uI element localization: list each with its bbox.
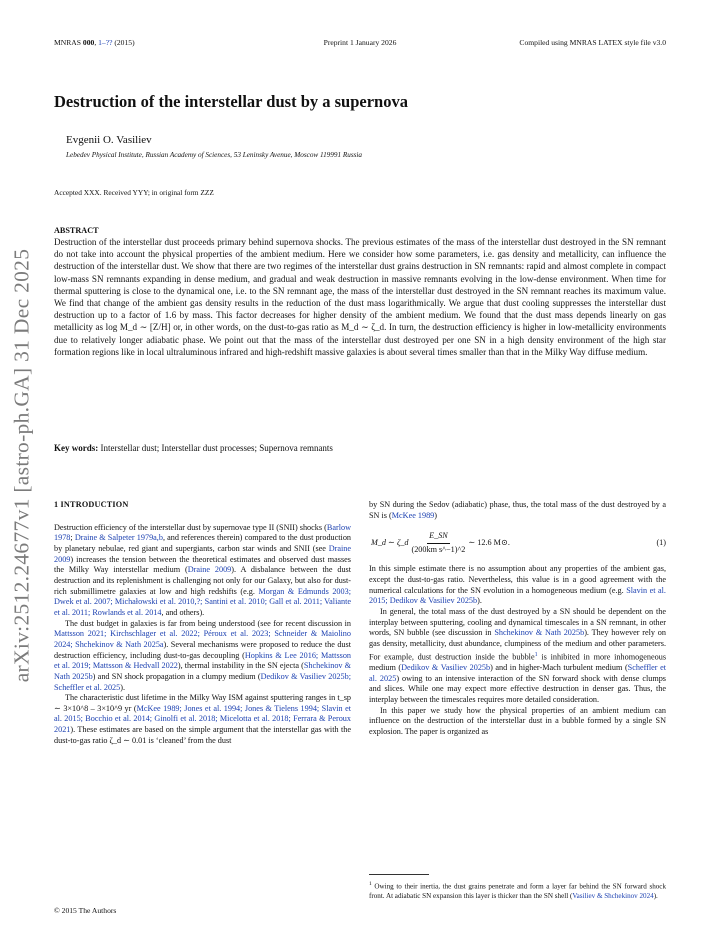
- citation-link[interactable]: Draine & Salpeter 1979a,b: [74, 533, 163, 543]
- keywords: [54, 443, 666, 453]
- citation-link[interactable]: Slavin et al. 2015; Dedikov & Vasiliev 2025b: [369, 585, 666, 606]
- citation-link[interactable]: Morgan & Edmunds 2003; Dwek et al. 2007; Michałowski et al. 2010,?; Santini et al. 2010; Gall et al. 2011; Valiante et al. 2011; Rowlands et al. 2014: [54, 586, 351, 617]
- citation-link[interactable]: Hopkins & Lee 2016; Mattsson et al. 2019; Mattsson & Hedvall 2022: [54, 650, 352, 671]
- equation-lhs: M_d ∼ ζ_d: [371, 537, 409, 547]
- abstract-text: Destruction of the interstellar dust proceeds primary behind supernova shocks. The previous estimates of the mass of the interstellar dust destroyed in the SN remnant do not take into account the physical properties of the ambient medium. Here we consider how some parameters, i.e. gas density and metallicity, can influence the destruction of the interstellar dust. We show that there are two regimes of the interstellar dust grains destruction in SN remnants: rapid and almost complete in compact low-mass SN remnants expanding in dense medium, and gradual and weak destruction in massive remnants evolving in the low-dense environment. When time for thermal sputtering is close to the dynamical one, i.e. to the SN remnant age, the mass of the interstellar dust destroyed in the SN remnant reaches its maximum value. We find that change of the ambient gas density results in the reduction of the dust mass logarithmically. We argue that dust cooling suppresses the interstellar dust destruction up to a factor of 1.6 by mass. This factor decreases for higher density of the ambient medium. We found that the dust mass depends linearly on gas metallicity as log M_d ∼ [Z/H] or, in other words, on the dust-to-gas ratio as M_d ∼ ζ_d. In turn, the destruction efficiency is higher in low-metallicity environments due to relatively longer adiabatic phase. We point out that the mass of the interstellar dust destroyed per one SN in a high density environment of the high star formation regions like in local ultraluminous infrared and high-redshift massive galaxies is about several times smaller than that in the Milky Way diffuse medium.: [54, 237, 666, 357]
- citation-link[interactable]: Barlow 1978: [54, 522, 351, 543]
- citation-link[interactable]: Draine 2009: [54, 543, 351, 564]
- left-column: [54, 500, 351, 746]
- equation-denominator: (200km s^−1)^2: [411, 544, 466, 554]
- paragraph: The dust budget in galaxies is far from being understood (see for recent discussion in Mattsson 2021; Kirchschlager et al. 2022; Péroux et al. 2023; Schneider & Maiolino 2024; Shchekinov & Nath 2025a). Several mechanisms were proposed to reduce the dust destruction efficiency, including dust-to-gas decoupling (Hopkins & Lee 2016; Mattsson et al. 2019; Mattsson & Hedvall 2022), thermal instability in the SN ejecta (Shchekinov & Nath 2025b) and SN shock propagation in a clumpy medium (Dedikov & Vasiliev 2025b; Scheffler et al. 2025).: [54, 618, 352, 692]
- paragraph: The characteristic dust lifetime in the Milky Way ISM against sputtering ranges in t_sp ∼ 3×10^8 – 3×10^9 yr (McKee 1989; Jones et al. 1994; Jones & Tielens 1994; Slavin et al. 2015; Bocchio et al. 2014; Ginolfi et al. 2018; Micelotta et al. 2018; Ferrara & Peroux 2021). These estimates are based on the simple argument that the interstellar gas with the dust-to-gas ratio ζ_d ∼ 0.01 is ‘cleaned’ from the dust: [54, 693, 351, 745]
- equation-rhs: ∼ 12.6 M⊙.: [468, 537, 510, 547]
- citation-link[interactable]: McKee 1989; Jones et al. 1994; Jones & Tielens 1994; Slavin et al. 2015; Bocchio et al. 2014; Ginolfi et al. 2018; Micelotta et al. 2018; Ferrara & Peroux 2021: [54, 703, 351, 735]
- keywords-text: Interstellar dust; Interstellar dust processes; Supernova remnants: [100, 443, 333, 453]
- arxiv-stamp: arXiv:2512.24677v1 [astro-ph.GA] 31 Dec 2025: [9, 248, 34, 682]
- paper-title: Destruction of the interstellar dust by a supernova: [54, 92, 408, 111]
- paragraph: In this simple estimate there is no assumption about any properties of the ambient gas, except the dust-to-gas ratio. Nevertheless, this value is in a good agreement with the numerical calculations for the SN evolution in a homogeneous medium (e.g. Slavin et al. 2015; Dedikov & Vasiliev 2025b).: [369, 564, 666, 606]
- right-column: [369, 500, 666, 738]
- footnote-marker[interactable]: 1: [534, 651, 538, 658]
- author-affiliation: Lebedev Physical Institute, Russian Academy of Sciences, 53 Leninsky Avenue, Moscow 119991 Russia: [66, 151, 363, 159]
- paragraph: Destruction efficiency of the interstellar dust by supernovae type II (SNII) shocks (Barlow 1978; Draine & Salpeter 1979a,b, and references therein) compared to the dust production by planetary nebulae, red giant and supergiants, carbon star winds and SNII (see Draine 2009) increases the tension between the theoretical estimates and observed dust masses the Milky Way interstellar medium (Draine 2009). A disbalance between the dust destruction and its replenishment is challenging not only for our Galaxy, but also for dust-rich submillimetre galaxies at low and high redshifts (e.g. Morgan & Edmunds 2003; Dwek et al. 2007; Michałowski et al. 2010,?; Santini et al. 2010; Gall et al. 2011; Valiante et al. 2011; Rowlands et al. 2014, and others).: [54, 522, 352, 617]
- compiled-note: Compiled using MNRAS LATEX style file v3.0: [519, 38, 666, 47]
- paragraph: In this paper we study how the physical properties of an ambient medium can influence on the destruction of the interstellar dust in a bubble formed by a single SN explosion. The paper is organized as: [369, 705, 666, 736]
- abstract-heading: ABSTRACT: [54, 226, 99, 235]
- received-accepted: Accepted XXX. Received YYY; in original form ZZZ: [54, 188, 214, 197]
- pages-link[interactable]: 1–??: [98, 38, 113, 47]
- citation-link[interactable]: Shchekinov & Nath 2025b: [54, 661, 351, 681]
- keywords-label: Key words:: [54, 443, 99, 453]
- equation-1: [369, 530, 666, 556]
- equation-fraction: [411, 531, 465, 555]
- citation-link[interactable]: Vasiliev & Shchekinov 2024: [572, 891, 654, 900]
- paragraph: by SN during the Sedov (adiabatic) phase, thus, the total mass of the dust destroyed by a SN is (McKee 1989): [369, 500, 666, 520]
- footnote-rule: [369, 874, 429, 875]
- citation-link[interactable]: Draine 2009: [187, 565, 232, 575]
- abstract: [54, 225, 666, 358]
- author-name: Evgenii O. Vasiliev: [66, 134, 152, 146]
- citation-link[interactable]: Dedikov & Vasiliev 2025b: [401, 662, 491, 672]
- section-heading-introduction: 1 INTRODUCTION: [54, 500, 129, 509]
- citation-link[interactable]: McKee 1989: [391, 510, 435, 520]
- footnote-number: 1: [369, 881, 372, 887]
- citation-link[interactable]: Shchekinov & Nath 2025b: [494, 628, 585, 638]
- citation-link[interactable]: Mattsson 2021; Kirchschlager et al. 2022; Péroux et al. 2023; Schneider & Maiolino 2024; Shchekinov & Nath 2025a: [54, 629, 351, 649]
- footnote: $^1$ Owing to their inertia, the dust grains penetrate and form a layer far behind the SN forward shock front. At adiabatic SN expansion this layer is thicker than the SN shell (Vasiliev & Shchekinov 2024).: [369, 881, 666, 900]
- paragraph: In general, the total mass of the dust destroyed by a SN should be dependent on the interplay between sputtering, cooling and dynamical timescales in a SN remnant, in other words, SN bubble (see discussion in Shchekinov & Nath 2025b). They however rely on gas density, metallicity, dust abundance, clumpiness of the medium and other parameters. For example, dust destruction inside the bubble$^1$ is inhibited in more inhomogeneous medium (Dedikov & Vasiliev 2025b) and in higher-Mach turbulent medium (Scheffler et al. 2025) owing to an intensive interaction of the SN forward shock with dense clumps and slices. While one may expect more effective destruction in denser gas. Thus, the interplay between the timescales requires more detailed consideration.: [369, 606, 667, 704]
- equation-number: (1): [656, 537, 666, 547]
- equation-numerator: E_SN: [427, 531, 450, 544]
- journal-citation: MNRAS 000, 1–?? (2015): [54, 38, 135, 47]
- citation-link[interactable]: Scheffler et al. 2025: [369, 662, 667, 683]
- copyright-footer: © 2015 The Authors: [54, 906, 117, 915]
- citation-link[interactable]: Dedikov & Vasiliev 2025b; Scheffler et al. 2025: [54, 671, 351, 692]
- preprint-date: Preprint 1 January 2026: [323, 38, 397, 47]
